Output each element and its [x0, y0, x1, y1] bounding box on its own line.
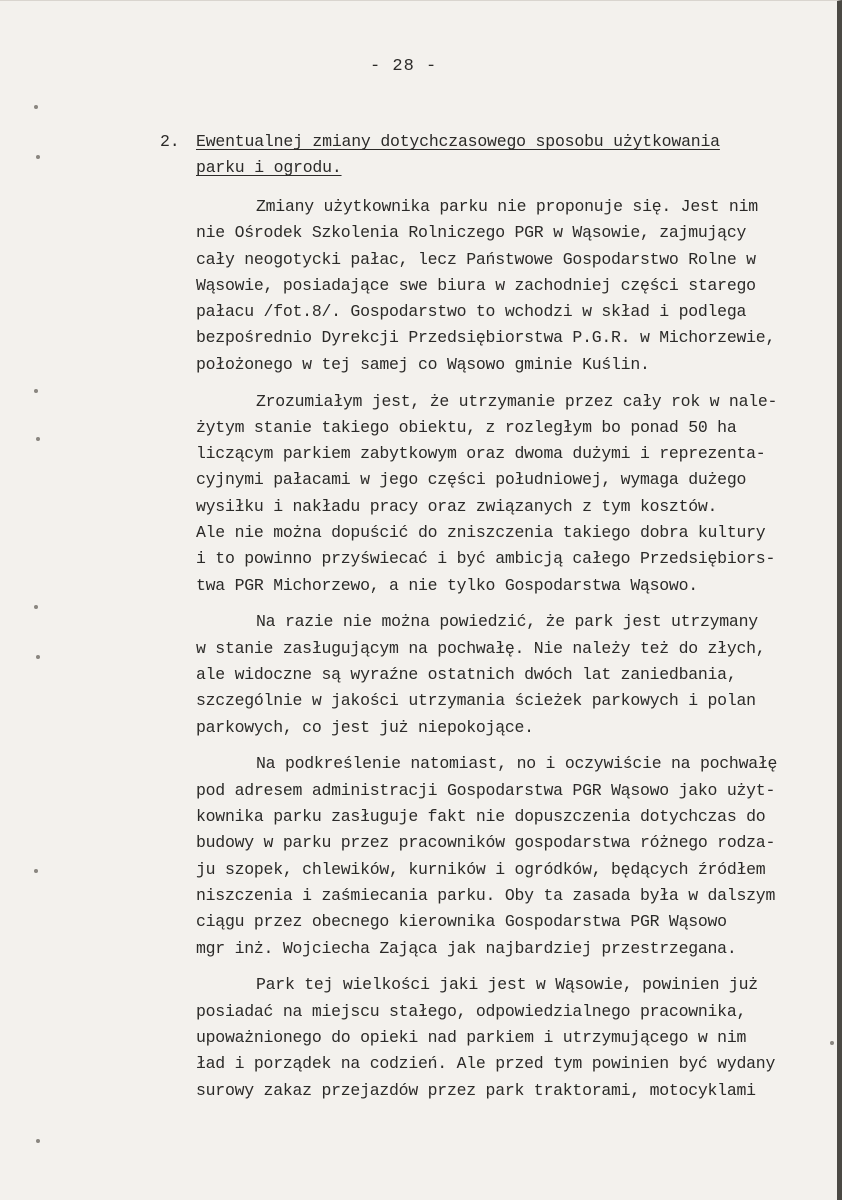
section-number: 2.: [160, 132, 180, 151]
text-line: Na podkreślenie natomiast, no i oczywiście na pochwałę: [256, 754, 778, 774]
text-line: Na razie nie można powiedzić, że park jest utrzymany: [256, 612, 758, 632]
text-line: Wąsowie, posiadające swe biura w zachodniej części starego: [196, 275, 756, 295]
text-line: mgr inż. Wojciecha Zająca jak najbardziej przestrzegana.: [196, 938, 737, 958]
margin-mark: [36, 437, 40, 441]
margin-mark: [34, 389, 38, 393]
text-line: pod adresem administracji Gospodarstwa PGR Wąsowo jako użyt-: [196, 780, 776, 800]
text-line: kownika parku zasługuje fakt nie dopuszczenia dotychczas do: [196, 807, 766, 827]
margin-mark: [34, 869, 38, 873]
text-line: Zmiany użytkownika parku nie proponuje się. Jest nim: [256, 197, 758, 216]
text-line: żytym stanie takiego obiektu, z rozległym bo ponad 50 ha: [196, 417, 737, 437]
text-line: upoważnionego do opieki nad parkiem i utrzymującego w nim: [196, 1027, 747, 1047]
text-line: nie Ośrodek Szkolenia Rolniczego PGR w Wąsowie, zajmujący: [196, 223, 747, 243]
margin-mark: [830, 1041, 834, 1045]
body-text: [196, 194, 818, 1114]
section-heading: [160, 129, 800, 181]
text-line: wysiłku i nakładu pracy oraz związanych z tym kosztów.: [196, 496, 718, 516]
margin-mark: [34, 605, 38, 609]
text-line: ale widoczne są wyraźne ostatnich dwóch lat zaniedbania,: [196, 665, 737, 685]
text-line: cyjnymi pałacami w jego części południowej, wymaga dużego: [196, 470, 747, 490]
text-line: w stanie zasługującym na pochwałę. Nie należy też do złych,: [196, 638, 766, 658]
text-line: posiadać na miejscu stałego, odpowiedzialnego pracownika,: [196, 1001, 747, 1021]
paragraph: [196, 389, 818, 599]
text-line: ład i porządek na codzień. Ale przed tym powinien być wydany: [196, 1054, 776, 1074]
text-line: twa PGR Michorzewo, a nie tylko Gospodarstwa Wąsowo.: [196, 575, 698, 595]
text-line: pałacu /fot.8/. Gospodarstwo to wchodzi w skład i podlega: [196, 302, 747, 322]
text-line: cały neogotycki pałac, lecz Państwowe Gospodarstwo Rolne w: [196, 249, 756, 269]
margin-mark: [36, 655, 40, 659]
text-line: położonego w tej samej co Wąsowo gminie Kuślin.: [196, 354, 650, 374]
text-line: i to powinno przyświecać i być ambicją całego Przedsiębiors-: [196, 549, 776, 569]
page-number: - 28 -: [370, 57, 438, 76]
margin-mark: [36, 1139, 40, 1143]
paragraph: [196, 609, 818, 740]
text-line: surowy zakaz przejazdów przez park traktorami, motocyklami: [196, 1080, 756, 1100]
text-line: ju szopek, chlewików, kurników i ogródków, będących źródłem: [196, 859, 766, 879]
margin-mark: [36, 155, 40, 159]
paragraph: [196, 751, 818, 961]
paragraph: [196, 194, 818, 378]
paragraph: [196, 972, 818, 1103]
text-line: szczególnie w jakości utrzymania ścieżek parkowych i polan: [196, 691, 756, 711]
text-line: niszczenia i zaśmiecania parku. Oby ta zasada była w dalszym: [196, 885, 776, 905]
text-line: Zrozumiałym jest, że utrzymanie przez cały rok w nale-: [256, 391, 778, 411]
section-title-line-2: parku i ogrodu.: [196, 158, 342, 177]
text-line: budowy w parku przez pracowników gospodarstwa różnego rodza-: [196, 833, 776, 853]
text-line: bezpośrednio Dyrekcji Przedsiębiorstwa P.G.R. w Michorzewie,: [196, 328, 776, 348]
text-line: parkowych, co jest już niepokojące.: [196, 717, 534, 737]
text-line: liczącym parkiem zabytkowym oraz dwoma dużymi i reprezenta-: [196, 444, 766, 464]
text-line: ciągu przez obecnego kierownika Gospodarstwa PGR Wąsowo: [196, 912, 727, 932]
section-title-line-1: Ewentualnej zmiany dotychczasowego sposobu użytkowania: [196, 132, 720, 151]
text-line: Park tej wielkości jaki jest w Wąsowie, powinien już: [256, 975, 758, 995]
margin-mark: [34, 105, 38, 109]
text-line: Ale nie można dopuścić do zniszczenia takiego dobra kultury: [196, 523, 766, 543]
